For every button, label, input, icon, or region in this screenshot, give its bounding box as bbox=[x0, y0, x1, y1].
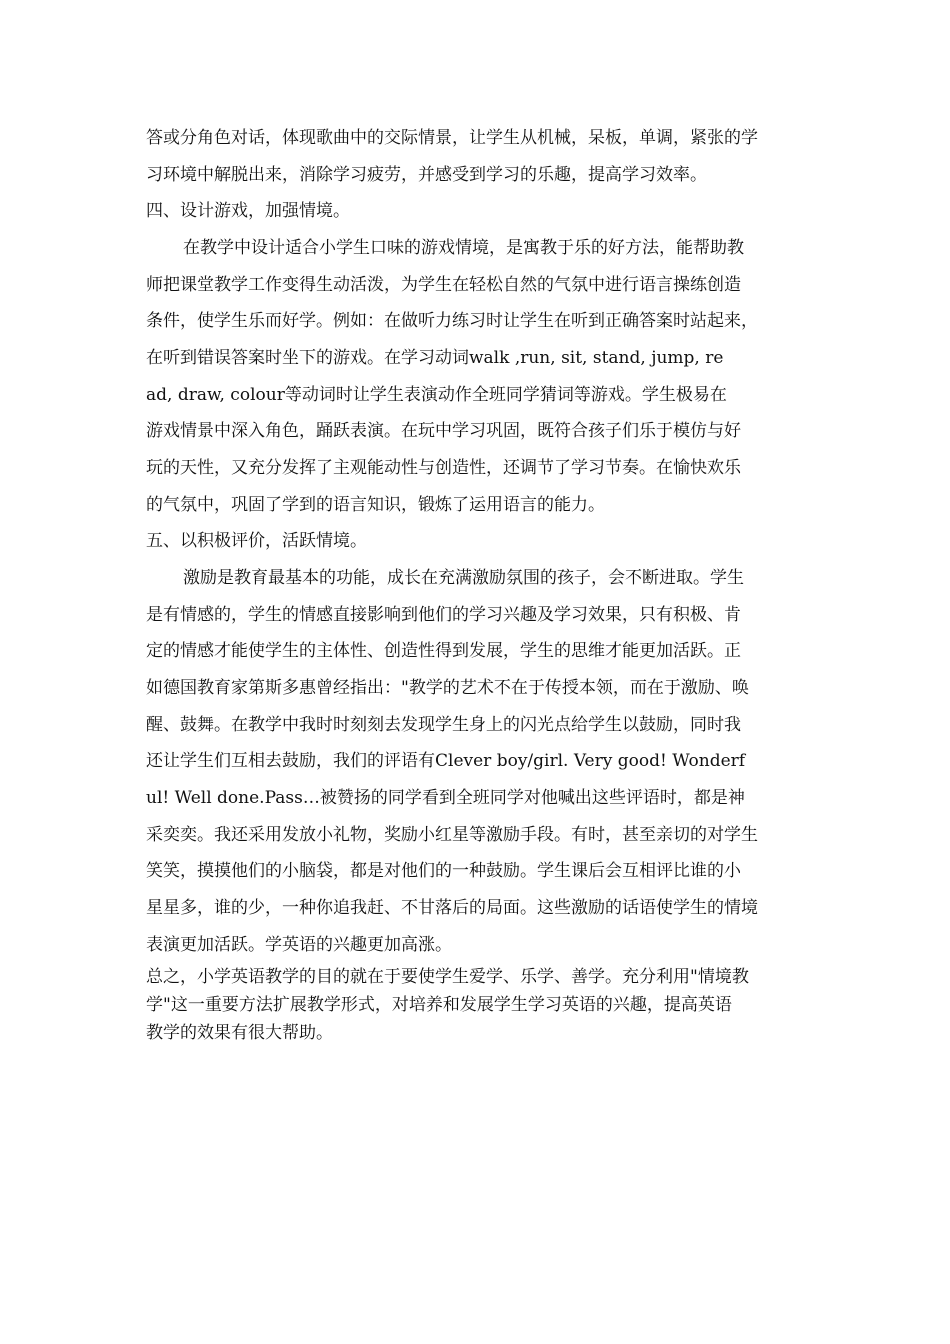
paragraph-line: 采奕奕。我还采用发放小礼物，奖励小红星等激励手段。有时，甚至亲切的对学生 bbox=[146, 825, 758, 845]
paragraph-line: 习环境中解脱出来，消除学习疲劳，并感受到学习的乐趣，提高学习效率。 bbox=[146, 165, 707, 185]
paragraph-line: 定的情感才能使学生的主体性、创造性得到发展，学生的思维才能更加活跃。正 bbox=[146, 641, 741, 661]
paragraph-line: 是有情感的，学生的情感直接影响到他们的学习兴趣及学习效果，只有积极、肯 bbox=[146, 605, 741, 625]
paragraph-line: 醒、鼓舞。在教学中我时时刻刻去发现学生身上的闪光点给学生以鼓励，同时我 bbox=[146, 715, 741, 735]
paragraph-line: 玩的天性，又充分发挥了主观能动性与创造性，还调节了学习节奏。在愉快欢乐 bbox=[146, 458, 741, 478]
paragraph-line: 师把课堂教学工作变得生动活泼，为学生在轻松自然的气氛中进行语言操练创造 bbox=[146, 275, 741, 295]
paragraph-line: 的气氛中，巩固了学到的语言知识，锻炼了运用语言的能力。 bbox=[146, 495, 605, 515]
paragraph-line: 表演更加活跃。学英语的兴趣更加高涨。 bbox=[146, 935, 452, 955]
conclusion-line: 教学的效果有很大帮助。 bbox=[146, 1023, 333, 1043]
conclusion-line: 总之，小学英语教学的目的就在于要使学生爱学、乐学、善学。充分利用"情境教 bbox=[146, 967, 749, 987]
conclusion-line: 学"这一重要方法扩展教学形式，对培养和发展学生学习英语的兴趣，提高英语 bbox=[146, 995, 732, 1015]
paragraph-line: 笑笑，摸摸他们的小脑袋，都是对他们的一种鼓励。学生课后会互相评比谁的小 bbox=[146, 861, 741, 881]
section-heading-4: 四、设计游戏，加强情境。 bbox=[146, 201, 350, 221]
paragraph-line: 激励是教育最基本的功能，成长在充满激励氛围的孩子，会不断进取。学生 bbox=[183, 568, 744, 588]
paragraph-line: 条件，使学生乐而好学。例如：在做听力练习时让学生在听到正确答案时站起来， bbox=[146, 311, 758, 331]
paragraph-line: 还让学生们互相去鼓励，我们的评语有Clever boy/girl. Very good! Wonderf bbox=[146, 751, 746, 771]
paragraph-line: 游戏情景中深入角色，踊跃表演。在玩中学习巩固，既符合孩子们乐于模仿与好 bbox=[146, 421, 741, 441]
paragraph-line: ad, draw, colour等动词时让学生表演动作全班同学猜词等游戏。学生极易在 bbox=[146, 385, 727, 405]
paragraph-line: 在听到错误答案时坐下的游戏。在学习动词walk ,run, sit, stand, jump, re bbox=[146, 348, 724, 368]
paragraph-line: 如德国教育家第斯多惠曾经指出："教学的艺术不在于传授本领，而在于激励、唤 bbox=[146, 678, 749, 698]
section-heading-5: 五、以积极评价，活跃情境。 bbox=[146, 531, 367, 551]
paragraph-line: 答或分角色对话，体现歌曲中的交际情景，让学生从机械，呆板，单调，紧张的学 bbox=[146, 128, 758, 148]
paragraph-line: 星星多，谁的少，一种你追我赶、不甘落后的局面。这些激励的话语使学生的情境 bbox=[146, 898, 758, 918]
paragraph-line: 在教学中设计适合小学生口味的游戏情境，是寓教于乐的好方法，能帮助教 bbox=[183, 238, 744, 258]
paragraph-line: ul! Well done.Pass…被赞扬的同学看到全班同学对他喊出这些评语时，都是神 bbox=[146, 788, 745, 808]
